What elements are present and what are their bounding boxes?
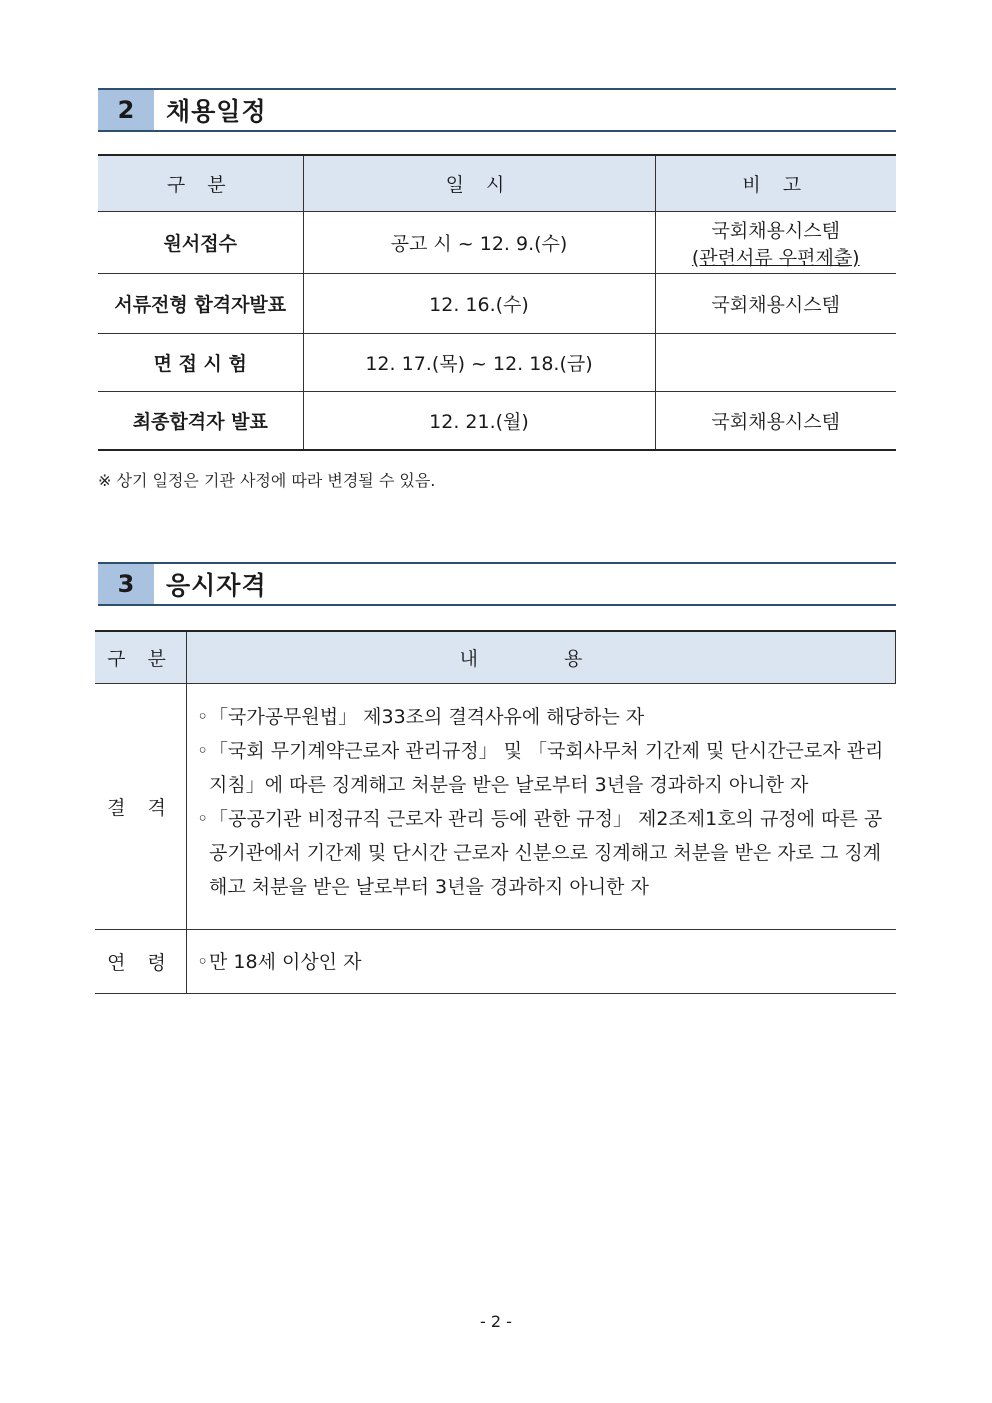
schedule-footnote: ※ 상기 일정은 기관 사정에 따라 변경될 수 있음. bbox=[98, 471, 436, 490]
list-item-text: 「공공기관 비정규직 근로자 관리 등에 관한 규정」 제2조제1호의 규정에 따른 공공기관에서 기간제 및 단시간 근로자 신분으로 징계해고 처분을 받은 자로 그 징계해고 처분을 받은 날로부터 3년을 경과하지 아니한 자 bbox=[209, 808, 883, 898]
bullet-icon: ◦ bbox=[197, 808, 209, 830]
table-row bbox=[98, 334, 896, 392]
section-2-header bbox=[98, 88, 896, 132]
section-3-header bbox=[98, 562, 896, 606]
schedule-category: 최종합격자 발표 bbox=[98, 392, 303, 450]
schedule-note bbox=[655, 334, 896, 392]
schedule-date: 공고 시 ~ 12. 9.(수) bbox=[303, 212, 655, 274]
page-number: - 2 - bbox=[480, 1312, 512, 1331]
schedule-note: 국회채용시스템 bbox=[655, 274, 896, 334]
schedule-date: 12. 21.(월) bbox=[303, 392, 655, 450]
schedule-date: 12. 16.(수) bbox=[303, 274, 655, 334]
list-item-text: 「국가공무원법」 제33조의 결격사유에 해당하는 자 bbox=[209, 706, 645, 728]
qualifications-category: 연 령 bbox=[95, 930, 187, 994]
section-2-number: 2 bbox=[98, 90, 154, 130]
list-item bbox=[197, 802, 896, 904]
schedule-category: 면 접 시 험 bbox=[98, 334, 303, 392]
qualifications-category: 결 격 bbox=[95, 684, 187, 930]
list-item bbox=[197, 945, 896, 979]
table-row bbox=[98, 274, 896, 334]
bullet-icon: ◦ bbox=[197, 740, 209, 762]
table-row bbox=[98, 392, 896, 450]
schedule-header-category: 구 분 bbox=[98, 155, 303, 212]
schedule-category: 서류전형 합격자발표 bbox=[98, 274, 303, 334]
section-2-title: 채용일정 bbox=[166, 97, 267, 126]
schedule-header-note: 비 고 bbox=[655, 155, 896, 212]
bullet-icon: ◦ bbox=[197, 706, 209, 728]
schedule-note: 국회채용시스템 bbox=[655, 392, 896, 450]
list-item bbox=[197, 734, 896, 802]
list-item-text: 「국회 무기계약근로자 관리규정」 및 「국회사무처 기간제 및 단시간근로자 관리지침」에 따른 징계해고 처분을 받은 날로부터 3년을 경과하지 아니한 자 bbox=[209, 740, 884, 796]
schedule-header-row bbox=[98, 155, 896, 212]
bullet-icon: ◦ bbox=[197, 950, 209, 973]
qualifications-header-row bbox=[95, 631, 896, 684]
section-3-number: 3 bbox=[98, 564, 154, 604]
list-item-text: 만 18세 이상인 자 bbox=[209, 950, 362, 973]
section-3-title: 응시자격 bbox=[166, 571, 267, 600]
table-row bbox=[98, 212, 896, 274]
schedule-date: 12. 17.(목) ~ 12. 18.(금) bbox=[303, 334, 655, 392]
schedule-header-date: 일 시 bbox=[303, 155, 655, 212]
schedule-table bbox=[98, 154, 896, 451]
qualifications-content bbox=[187, 930, 896, 994]
qualifications-header-content: 내 용 bbox=[187, 631, 896, 684]
qualifications-table bbox=[95, 630, 896, 994]
qualifications-content bbox=[187, 684, 896, 930]
table-row bbox=[95, 930, 896, 994]
table-row bbox=[95, 684, 896, 930]
schedule-note bbox=[655, 212, 896, 274]
schedule-note-line1: 국회채용시스템 bbox=[711, 219, 840, 242]
schedule-category: 원서접수 bbox=[98, 212, 303, 274]
qualifications-header-category: 구 분 bbox=[95, 631, 187, 684]
list-item bbox=[197, 700, 896, 734]
schedule-note-line2: (관련서류 우편제출) bbox=[691, 246, 860, 269]
